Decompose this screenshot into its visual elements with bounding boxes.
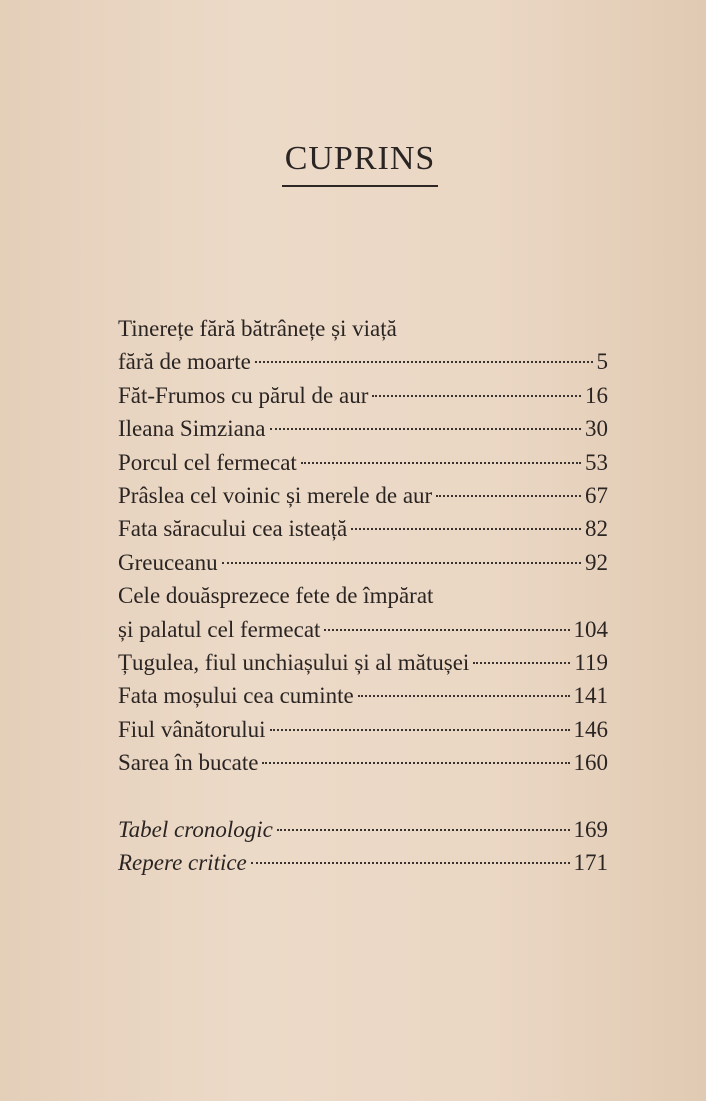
toc-entry-page: 104 <box>573 616 608 642</box>
toc-entry <box>118 379 608 412</box>
toc-entry-title: Cele douăsprezece fete de împărat <box>118 583 434 609</box>
toc-entry-page: 146 <box>573 716 608 742</box>
toc-entry <box>118 713 608 746</box>
dot-leader <box>301 462 581 464</box>
toc-entry <box>118 646 608 679</box>
page-title: CUPRINS <box>284 140 436 177</box>
dot-leader <box>277 829 570 831</box>
toc-entry-title: Făt-Frumos cu părul de aur <box>118 382 369 408</box>
toc-entry-title: Fata moșului cea cuminte <box>118 683 354 709</box>
appendix-entry <box>118 846 608 879</box>
dot-leader <box>270 428 581 430</box>
section-gap <box>118 779 608 812</box>
toc-entry <box>118 546 608 579</box>
toc-entry-page: 30 <box>585 416 608 442</box>
table-of-contents <box>118 312 608 880</box>
appendix-entry-title: Repere critice <box>118 850 247 876</box>
dot-leader <box>251 862 570 864</box>
toc-entry <box>118 746 608 779</box>
dot-leader <box>255 361 593 363</box>
toc-entry <box>118 679 608 712</box>
toc-entry <box>118 613 608 646</box>
toc-entry <box>118 579 608 612</box>
toc-entry-title: Prâslea cel voinic și merele de aur <box>118 482 433 508</box>
dot-leader <box>372 395 581 397</box>
toc-entry <box>118 412 608 445</box>
dot-leader <box>358 695 570 697</box>
toc-entry-title: Fata săracului cea isteață <box>118 516 348 542</box>
toc-entry <box>118 512 608 545</box>
toc-entry-page: 141 <box>573 683 608 709</box>
dot-leader <box>270 729 570 731</box>
appendix-entry-title: Tabel cronologic <box>118 816 273 842</box>
toc-entry-title: Porcul cel fermecat <box>118 449 297 475</box>
toc-entry-title: Țugulea, fiul unchiașului și al mătușei <box>118 649 470 675</box>
dot-leader <box>436 495 581 497</box>
toc-entry-page: 82 <box>585 516 608 542</box>
title-underline <box>282 185 438 187</box>
dot-leader <box>262 762 569 764</box>
toc-entry-page: 160 <box>573 750 608 776</box>
dot-leader <box>351 528 581 530</box>
dot-leader <box>222 562 581 564</box>
dot-leader <box>473 662 570 664</box>
toc-entry-title: Tinerețe fără bătrânețe și viață <box>118 316 397 341</box>
appendix-entry-page: 171 <box>573 850 608 876</box>
toc-entry <box>118 345 608 378</box>
toc-entry-page: 92 <box>585 549 608 575</box>
toc-entry <box>118 479 608 512</box>
toc-entry-page: 53 <box>585 449 608 475</box>
toc-entry-page: 16 <box>585 382 608 408</box>
toc-entry-title: Fiul vânătorului <box>118 716 266 742</box>
toc-entry-title: fără de moarte <box>118 349 251 375</box>
toc-entry-page: 119 <box>574 649 608 675</box>
toc-entry-page: 67 <box>585 482 608 508</box>
toc-entry-title: Sarea în bucate <box>118 750 259 776</box>
dot-leader <box>324 629 569 631</box>
toc-entry <box>118 312 608 345</box>
toc-entry <box>118 446 608 479</box>
appendix-entry-page: 169 <box>573 816 608 842</box>
toc-entry-title: Ileana Simziana <box>118 416 266 442</box>
toc-entry-title: Greuceanu <box>118 549 218 575</box>
appendix-entry <box>118 813 608 846</box>
toc-entry-page: 5 <box>596 349 608 375</box>
toc-entry-title: și palatul cel fermecat <box>118 616 321 642</box>
